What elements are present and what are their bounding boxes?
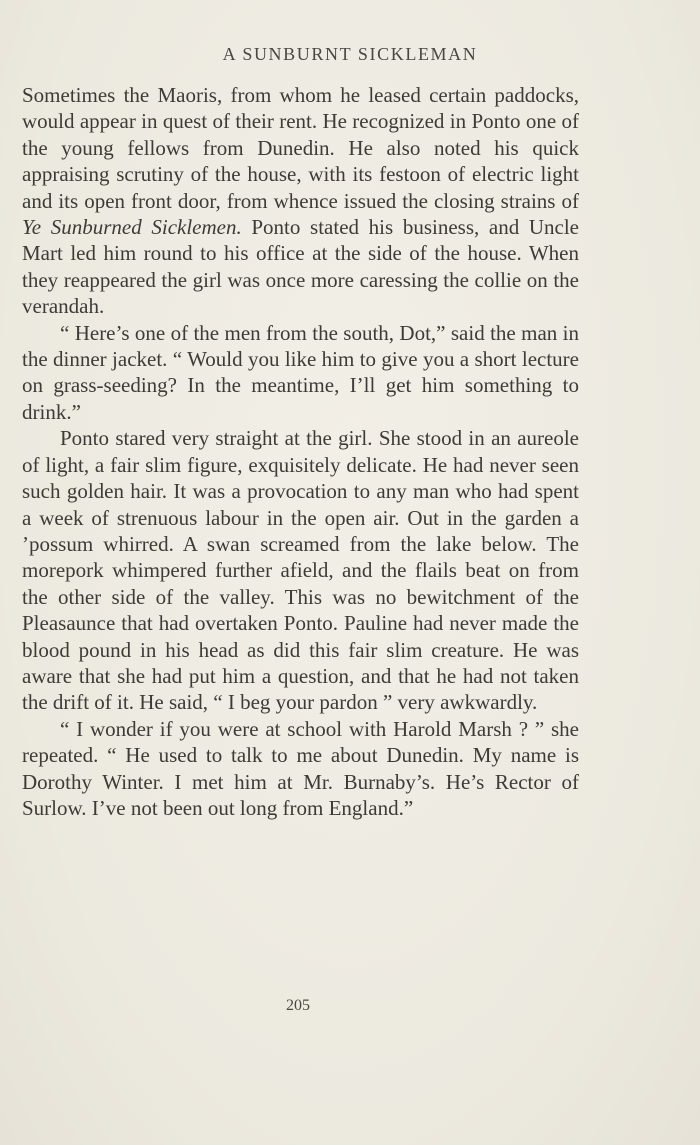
paragraph: Ponto stared very straight at the girl. She stood in an aureole of light, a fair slim figure, exquisitely delicate. He had never seen such golden hair. It was a provocation to any man who had spent a week of strenuous labour in the open air. Out in the garden a ’possum whirred. A swan screamed from the lake below. The morepork whimpered further afield, and the flails beat on from the other side of the valley. This was no bewitchment of the Pleasaunce that had overtaken Ponto. Pauline had never made the blood pound in his head as did this fair slim creature. He was aware that she had put him a question, and that he had not taken the drift of it. He said, “ I beg your pardon ” very awkwardly. (22, 426, 579, 715)
running-head: A SUNBURNT SICKLEMAN (222, 44, 478, 64)
page-number: 205 (286, 997, 310, 1014)
paragraph (22, 82, 579, 320)
song-title: Ye Sunburned Sicklemen. (22, 215, 242, 240)
paragraph-text: Ponto stated his business, and Uncle Mart led him round to his office at the side of the house. When they reappeared the girl was once more caressing the collie on the verandah. (22, 215, 580, 319)
body-text (22, 82, 579, 821)
paragraph: “ I wonder if you were at school with Harold Marsh ? ” she repeated. “ He used to talk to me about Dunedin. My name is Dorothy Winter. I met him at Mr. Burnaby’s. He’s Rector of Surlow. I’ve not been out long from England.” (22, 716, 579, 820)
paragraph-text: Sometimes the Maoris, from whom he leased certain paddocks, would appear in quest of their rent. He recognized in Ponto one of the young fellows from Dunedin. He also noted his quick appraising scrutiny of the house, with its festoon of electric light and its open front door, from whence issued the closing strains of (22, 83, 579, 213)
paragraph: “ Here’s one of the men from the south, Dot,” said the man in the dinner jacket. “ Would you like him to give you a short lecture on grass-seeding? In the meantime, I’ll get him something to drink.” (22, 320, 579, 424)
